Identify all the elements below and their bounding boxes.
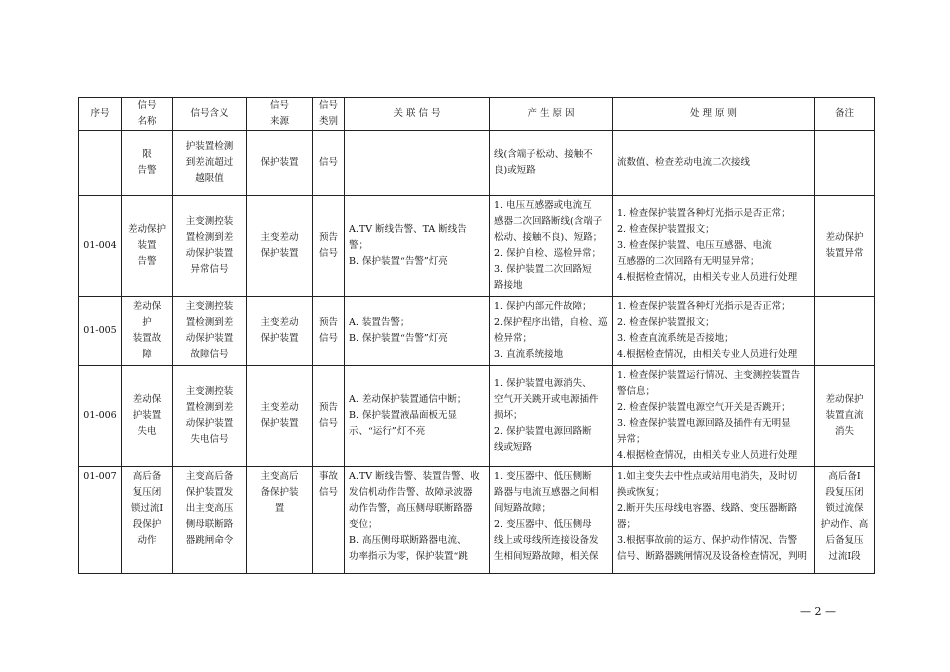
table-body — [79, 131, 875, 574]
header-no: 序号 — [79, 98, 122, 131]
cell-causes-line: 线或短路 — [494, 442, 533, 453]
cell-signal-category-line: 信号 — [318, 248, 338, 259]
table-header-row — [79, 98, 875, 131]
table-row — [79, 366, 875, 467]
cell-signal-source-line: 备保护装 — [260, 487, 299, 498]
cell-remark-line: 护动作、高 — [820, 519, 869, 530]
cell-related-signals — [345, 467, 490, 574]
cell-signal-name-line: 告警 — [137, 165, 157, 176]
cell-signal-source — [247, 297, 313, 366]
cell-related-signals-line: A. 差动保护装置通信中断； — [349, 394, 467, 405]
cell-handling-line: 流数值、检查差动电流二次接线 — [617, 157, 751, 168]
cell-causes-line: 2. 保护装置电源回路断 — [494, 426, 592, 437]
cell-causes-line: 1. 保护内部元件故障； — [494, 301, 592, 312]
cell-causes-line: 线上或母线所连接设备发 — [494, 535, 599, 546]
cell-signal-source-line: 保护装置 — [260, 157, 299, 168]
cell-signal-source — [247, 366, 313, 467]
cell-signal-category-line: 事故 — [318, 471, 338, 482]
cell-signal-source-line: 主变差动 — [260, 317, 299, 328]
cell-remark-line: 消失 — [834, 426, 854, 437]
cell-no — [79, 131, 122, 196]
cell-causes-line: 3. 直流系统接地 — [494, 349, 564, 360]
cell-signal-name-line: 锁过流Ⅰ — [130, 503, 164, 514]
cell-signal-meaning — [173, 131, 247, 196]
cell-handling — [613, 297, 815, 366]
cell-no: 01-005 — [79, 297, 122, 366]
cell-signal-meaning-line: 置检测到差 — [185, 232, 234, 243]
cell-remark-line: 段复压闭 — [825, 487, 864, 498]
cell-handling-line: 1.如主变失去中性点或站用电消失，及时切 — [617, 471, 798, 482]
cell-causes-line: 1. 变压器中、低压侧断 — [494, 471, 592, 482]
cell-signal-meaning-line: 到差流超过 — [185, 157, 234, 168]
cell-signal-name-line: 限 — [142, 149, 152, 160]
cell-signal-meaning-line: 主变高后备 — [185, 471, 234, 482]
cell-signal-name-line: 高后备 — [132, 471, 162, 482]
cell-signal-name-line: 差动保 — [132, 394, 162, 405]
cell-signal-source-line: 主变差动 — [260, 232, 299, 243]
cell-signal-meaning-line: 主变测控装 — [185, 301, 234, 312]
cell-causes — [490, 366, 613, 467]
cell-handling-line: 3. 检查直流系统是否接地； — [617, 333, 734, 344]
cell-handling-line: 3. 检查保护装置电源回路及插件有无明显 — [617, 418, 791, 429]
cell-signal-name — [122, 366, 173, 467]
cell-handling-line: 2.断开失压母线电容器、线路、变压器断路 — [617, 503, 798, 514]
cell-causes-line: 松动、接触不良)、短路； — [494, 232, 603, 243]
cell-signal-category-line: 预告 — [318, 317, 338, 328]
cell-signal-meaning-line: 动保护装置 — [185, 333, 234, 344]
cell-signal-category-line: 预告 — [318, 402, 338, 413]
header-source-line: 来源 — [269, 116, 289, 127]
header-category — [313, 98, 345, 131]
cell-handling-line: 换或恢复； — [617, 487, 665, 498]
cell-remark — [815, 297, 875, 366]
table-row — [79, 297, 875, 366]
cell-related-signals-line: 动作告警，高压侧母联断路器 — [349, 503, 473, 514]
cell-related-signals-line: 变位； — [349, 519, 378, 530]
cell-remark — [815, 467, 875, 574]
cell-signal-meaning-line: 器跳闸命令 — [185, 535, 234, 546]
header-handling: 处 理 原 则 — [613, 98, 815, 131]
cell-signal-meaning-line: 侧母联断路 — [185, 519, 234, 530]
cell-handling-line: 器； — [617, 519, 637, 530]
cell-signal-source — [247, 131, 313, 196]
cell-handling-line: 4.根据检查情况，由相关专业人员进行处理 — [617, 450, 798, 461]
cell-causes — [490, 297, 613, 366]
cell-signal-meaning-line: 主变测控装 — [185, 386, 234, 397]
cell-handling-line: 3.根据事故前的运方、保护动作情况、告警 — [617, 535, 798, 546]
cell-signal-source — [247, 467, 313, 574]
header-cause: 产 生 原 因 — [490, 98, 613, 131]
cell-signal-name-line: 装置 — [137, 240, 157, 251]
cell-handling-line: 警信息； — [617, 386, 656, 397]
cell-causes — [490, 467, 613, 574]
header-name — [122, 98, 173, 131]
cell-causes-line: 检异常； — [494, 333, 533, 344]
cell-signal-meaning-line: 保护装置发 — [185, 487, 234, 498]
cell-causes-line: 路器与电流互感器之间相 — [494, 487, 599, 498]
cell-related-signals-line: B. 高压侧母联断路器电流、 — [349, 535, 467, 546]
cell-causes-line: 线(含端子松动、接触不 — [494, 149, 593, 160]
header-meaning: 信号含义 — [173, 98, 247, 131]
cell-causes-line: 2.保护程序出错，自检、巡 — [494, 317, 608, 328]
cell-handling-line: 1. 检查保护装置各种灯光指示是否正常； — [617, 301, 791, 312]
cell-signal-name — [122, 131, 173, 196]
cell-related-signals-line: B. 保护装置“告警”灯亮 — [349, 256, 448, 267]
cell-signal-meaning — [173, 467, 247, 574]
cell-signal-category — [313, 467, 345, 574]
cell-remark — [815, 366, 875, 467]
cell-signal-name-line: 差动保护 — [127, 224, 166, 235]
header-name-line: 名称 — [137, 116, 157, 127]
cell-signal-category-line: 信号 — [318, 333, 338, 344]
cell-related-signals-line: B. 保护装置液晶面板无显 — [349, 410, 458, 421]
cell-handling — [613, 196, 815, 297]
cell-remark-line: 锁过流保 — [825, 503, 864, 514]
cell-signal-source-line: 主变差动 — [260, 402, 299, 413]
cell-causes-line: 生相间短路故障，相关保 — [494, 551, 599, 562]
cell-handling-line: 2. 检查保护装置报文； — [617, 224, 715, 235]
page-number: — 2 — — [800, 605, 836, 618]
cell-signal-name-line: 差动保 — [132, 301, 162, 312]
header-related: 关 联 信 号 — [345, 98, 490, 131]
cell-causes-line: 路接地 — [494, 280, 523, 291]
cell-handling-line: 3. 检查保护装置、电压互感器、电流 — [617, 240, 772, 251]
cell-remark — [815, 196, 875, 297]
signal-table — [78, 97, 875, 574]
cell-signal-source-line: 置 — [274, 503, 285, 514]
cell-signal-name — [122, 196, 173, 297]
cell-related-signals-line: A.TV 断线告警、装置告警、收 — [349, 471, 480, 482]
cell-handling — [613, 467, 815, 574]
cell-signal-meaning-line: 故障信号 — [190, 349, 229, 360]
cell-signal-category-line: 信号 — [318, 418, 338, 429]
cell-causes — [490, 196, 613, 297]
cell-related-signals-line: 警； — [349, 240, 369, 251]
header-source — [247, 98, 313, 131]
cell-related-signals-line: B. 保护装置“告警”灯亮 — [349, 333, 448, 344]
cell-signal-source-line: 主变高后 — [260, 471, 299, 482]
cell-signal-category — [313, 297, 345, 366]
cell-remark-line: 高后备Ⅰ — [828, 471, 861, 482]
header-remark: 备注 — [815, 98, 875, 131]
cell-related-signals — [345, 196, 490, 297]
cell-causes-line: 感器二次回路断线(含端子 — [494, 216, 603, 227]
cell-causes-line: 损坏； — [494, 410, 523, 421]
cell-signal-meaning — [173, 196, 247, 297]
cell-remark-line: 后备复压 — [825, 535, 864, 546]
cell-signal-category — [313, 131, 345, 196]
header-source-line: 信号 — [269, 100, 289, 111]
cell-no: 01-004 — [79, 196, 122, 297]
cell-handling-line: 4.根据检查情况，由相关专业人员进行处理 — [617, 272, 798, 283]
cell-handling-line: 信号、断路器跳闸情况及设备检查情况，判明 — [617, 551, 808, 562]
cell-signal-category-line: 信号 — [318, 487, 338, 498]
cell-signal-category — [313, 196, 345, 297]
cell-signal-meaning-line: 出主变高压 — [185, 503, 234, 514]
table-row — [79, 196, 875, 297]
cell-handling — [613, 131, 815, 196]
cell-handling-line: 2. 检查保护装置报文； — [617, 317, 715, 328]
cell-signal-name-line: 障 — [142, 349, 152, 360]
cell-signal-name-line: 失电 — [137, 426, 157, 437]
cell-remark-line: 装置异常 — [825, 248, 864, 259]
cell-signal-meaning-line: 主变测控装 — [185, 216, 234, 227]
cell-signal-name-line: 护 — [142, 317, 152, 328]
cell-signal-category-line: 预告 — [318, 232, 338, 243]
cell-signal-source-line: 保护装置 — [260, 248, 299, 259]
cell-causes-line: 间短路故障； — [494, 503, 552, 514]
cell-signal-category — [313, 366, 345, 467]
cell-remark — [815, 131, 875, 196]
cell-handling-line: 4.根据检查情况，由相关专业人员进行处理 — [617, 349, 798, 360]
header-name-line: 信号 — [137, 100, 157, 111]
table-row — [79, 467, 875, 574]
cell-causes-line: 良)或短路 — [494, 165, 536, 176]
cell-related-signals — [345, 366, 490, 467]
cell-signal-source — [247, 196, 313, 297]
cell-causes-line: 空气开关跳开或电源插件 — [494, 394, 599, 405]
cell-signal-source-line: 保护装置 — [260, 333, 299, 344]
cell-handling-line: 1. 检查保护装置各种灯光指示是否正常； — [617, 208, 791, 219]
cell-signal-name — [122, 297, 173, 366]
cell-signal-name-line: 护装置 — [132, 410, 162, 421]
cell-related-signals — [345, 131, 490, 196]
cell-handling-line: 1. 检查保护装置运行情况、主变测控装置告 — [617, 370, 801, 381]
cell-related-signals-line: 功率指示为零，保护装置“跳 — [349, 551, 468, 562]
cell-signal-name-line: 告警 — [137, 256, 157, 267]
cell-handling — [613, 366, 815, 467]
cell-related-signals-line: 示、“运行”灯不亮 — [349, 426, 426, 437]
cell-related-signals — [345, 297, 490, 366]
cell-remark-line: 装置直流 — [825, 410, 864, 421]
cell-signal-meaning-line: 动保护装置 — [185, 418, 234, 429]
cell-related-signals-line: A.TV 断线告警、TA 断线告 — [349, 224, 467, 235]
cell-causes-line: 3. 保护装置二次回路短 — [494, 264, 592, 275]
cell-signal-meaning — [173, 297, 247, 366]
cell-remark-line: 差动保护 — [825, 394, 864, 405]
cell-remark-line: 差动保护 — [825, 232, 864, 243]
header-category-line: 信号 — [318, 100, 338, 111]
cell-causes-line: 2. 变压器中、低压侧母 — [494, 519, 592, 530]
cell-no: 01-006 — [79, 366, 122, 467]
cell-related-signals-line: 发信机动作告警、故障录波器 — [349, 487, 473, 498]
cell-causes-line: 2. 保护自检、巡检异常； — [494, 248, 602, 259]
cell-signal-meaning-line: 越限值 — [195, 173, 224, 184]
cell-signal-meaning-line: 护装置检测 — [185, 141, 234, 152]
cell-signal-meaning-line: 失电信号 — [190, 434, 229, 445]
cell-related-signals-line: A. 装置告警； — [349, 317, 410, 328]
cell-causes-line: 1. 电压互感器或电流互 — [494, 200, 592, 211]
cell-signal-meaning — [173, 366, 247, 467]
cell-handling-line: 异常； — [617, 434, 646, 445]
cell-no: 01-007 — [79, 467, 122, 574]
cell-handling-line: 2. 检查保护装置电源空气开关是否跳开； — [617, 402, 791, 413]
cell-signal-meaning-line: 置检测到差 — [185, 317, 234, 328]
cell-signal-name-line: 动作 — [137, 535, 157, 546]
cell-signal-name — [122, 467, 173, 574]
cell-causes — [490, 131, 613, 196]
cell-signal-meaning-line: 动保护装置 — [185, 248, 234, 259]
cell-handling-line: 互感器的二次回路有无明显异常； — [617, 256, 760, 267]
cell-signal-meaning-line: 异常信号 — [190, 264, 229, 275]
cell-signal-name-line: 复压闭 — [132, 487, 162, 498]
cell-signal-source-line: 保护装置 — [260, 418, 299, 429]
cell-signal-name-line: 装置故 — [132, 333, 162, 344]
cell-signal-meaning-line: 置检测到差 — [185, 402, 234, 413]
cell-signal-name-line: 段保护 — [132, 519, 162, 530]
table-row — [79, 131, 875, 196]
header-category-line: 类别 — [318, 116, 338, 127]
cell-signal-category-line: 信号 — [318, 157, 338, 168]
cell-remark-line: 过流Ⅰ段 — [828, 551, 861, 562]
cell-causes-line: 1. 保护装置电源消失、 — [494, 378, 592, 389]
